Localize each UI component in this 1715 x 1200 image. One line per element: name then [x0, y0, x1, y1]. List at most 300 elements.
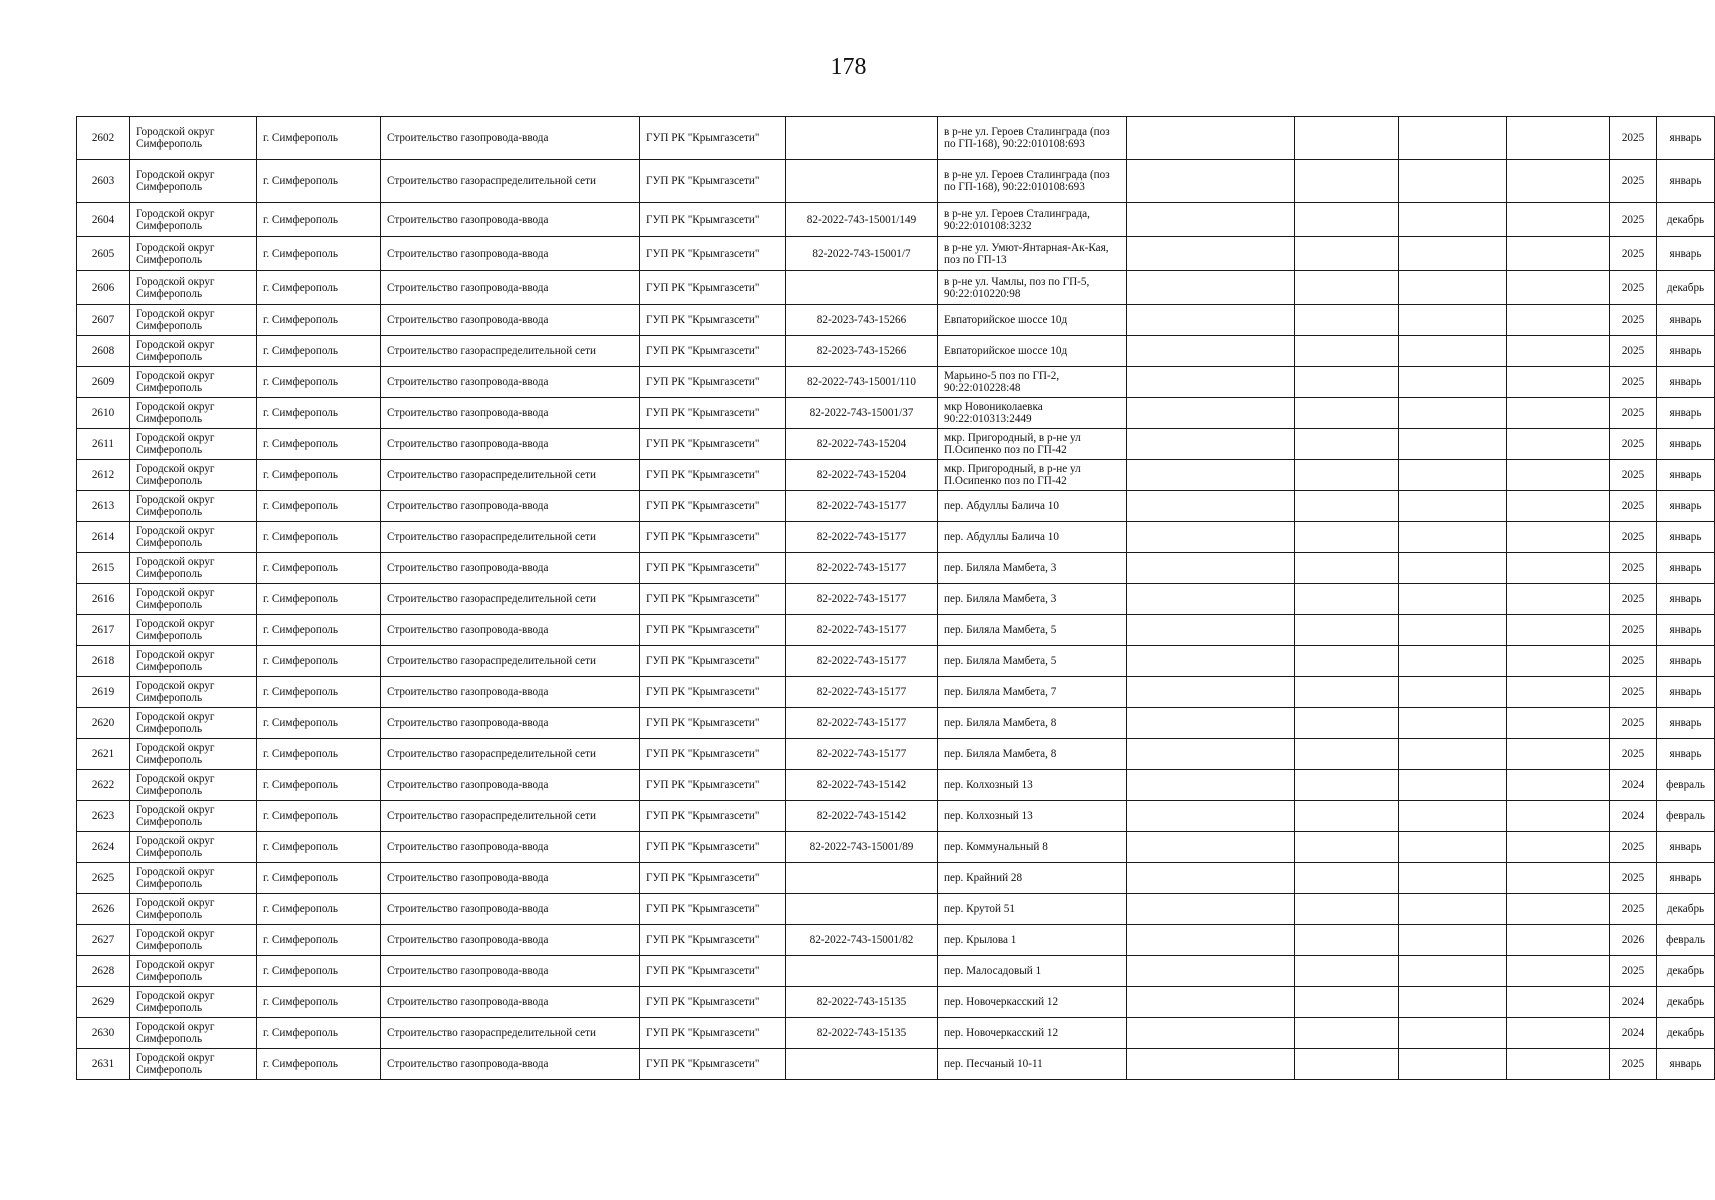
- empty-cell: [1399, 160, 1507, 203]
- empty-cell: [1127, 956, 1295, 987]
- month-cell: январь: [1657, 615, 1715, 646]
- row-number-cell: 2618: [77, 646, 130, 677]
- row-number-cell: 2606: [77, 271, 130, 305]
- empty-cell: [1295, 367, 1399, 398]
- city-cell: г. Симферополь: [257, 677, 381, 708]
- registration-number-cell: 82-2022-743-15177: [786, 522, 938, 553]
- row-number-cell: 2629: [77, 987, 130, 1018]
- empty-cell: [1507, 367, 1610, 398]
- empty-cell: [1127, 770, 1295, 801]
- empty-cell: [1295, 203, 1399, 237]
- table-row: [77, 237, 1715, 271]
- empty-cell: [1399, 367, 1507, 398]
- district-cell: Городской округ Симферополь: [130, 832, 257, 863]
- empty-cell: [1295, 646, 1399, 677]
- month-cell: январь: [1657, 708, 1715, 739]
- organization-cell: ГУП РК "Крымгазсети": [640, 553, 786, 584]
- year-cell: 2025: [1610, 429, 1657, 460]
- empty-cell: [1399, 305, 1507, 336]
- year-cell: 2025: [1610, 367, 1657, 398]
- empty-cell: [1399, 271, 1507, 305]
- address-cell: пер. Коммунальный 8: [938, 832, 1127, 863]
- row-number-cell: 2602: [77, 117, 130, 160]
- page-number: 178: [830, 54, 867, 80]
- district-cell: Городской округ Симферополь: [130, 925, 257, 956]
- district-cell: Городской округ Симферополь: [130, 739, 257, 770]
- city-cell: г. Симферополь: [257, 305, 381, 336]
- address-cell: в р-не ул. Умют-Янтарная-Ак-Кая, поз по ГП-13: [938, 237, 1127, 271]
- empty-cell: [1127, 491, 1295, 522]
- district-cell: Городской округ Симферополь: [130, 367, 257, 398]
- table-row: [77, 160, 1715, 203]
- empty-cell: [1127, 367, 1295, 398]
- month-cell: декабрь: [1657, 271, 1715, 305]
- empty-cell: [1399, 336, 1507, 367]
- empty-cell: [1295, 956, 1399, 987]
- registration-number-cell: 82-2022-743-15177: [786, 677, 938, 708]
- organization-cell: ГУП РК "Крымгазсети": [640, 894, 786, 925]
- year-cell: 2025: [1610, 305, 1657, 336]
- table-row: [77, 305, 1715, 336]
- city-cell: г. Симферополь: [257, 956, 381, 987]
- row-number-cell: 2625: [77, 863, 130, 894]
- registration-number-cell: 82-2023-743-15266: [786, 336, 938, 367]
- year-cell: 2025: [1610, 203, 1657, 237]
- organization-cell: ГУП РК "Крымгазсети": [640, 925, 786, 956]
- empty-cell: [1399, 398, 1507, 429]
- registration-number-cell: 82-2022-743-15142: [786, 801, 938, 832]
- empty-cell: [1295, 863, 1399, 894]
- district-cell: Городской округ Симферополь: [130, 460, 257, 491]
- year-cell: 2026: [1610, 925, 1657, 956]
- table-row: [77, 271, 1715, 305]
- address-cell: пер. Новочеркасский 12: [938, 987, 1127, 1018]
- year-cell: 2025: [1610, 832, 1657, 863]
- city-cell: г. Симферополь: [257, 832, 381, 863]
- year-cell: 2025: [1610, 237, 1657, 271]
- work-type-cell: Строительство газопровода-ввода: [381, 615, 640, 646]
- table-row: [77, 708, 1715, 739]
- empty-cell: [1127, 522, 1295, 553]
- empty-cell: [1507, 584, 1610, 615]
- registration-number-cell: [786, 1049, 938, 1080]
- address-cell: пер. Биляла Мамбета, 8: [938, 739, 1127, 770]
- year-cell: 2024: [1610, 770, 1657, 801]
- empty-cell: [1127, 925, 1295, 956]
- work-type-cell: Строительство газопровода-ввода: [381, 1049, 640, 1080]
- district-cell: Городской округ Симферополь: [130, 956, 257, 987]
- empty-cell: [1507, 522, 1610, 553]
- year-cell: 2025: [1610, 460, 1657, 491]
- empty-cell: [1507, 708, 1610, 739]
- city-cell: г. Симферополь: [257, 160, 381, 203]
- work-type-cell: Строительство газораспределительной сети: [381, 336, 640, 367]
- empty-cell: [1127, 987, 1295, 1018]
- empty-cell: [1507, 491, 1610, 522]
- empty-cell: [1127, 117, 1295, 160]
- registration-number-cell: 82-2022-743-15135: [786, 987, 938, 1018]
- row-number-cell: 2609: [77, 367, 130, 398]
- empty-cell: [1295, 398, 1399, 429]
- district-cell: Городской округ Симферополь: [130, 271, 257, 305]
- registration-number-cell: 82-2022-743-15135: [786, 1018, 938, 1049]
- year-cell: 2024: [1610, 987, 1657, 1018]
- city-cell: г. Симферополь: [257, 646, 381, 677]
- empty-cell: [1399, 770, 1507, 801]
- work-type-cell: Строительство газопровода-ввода: [381, 491, 640, 522]
- empty-cell: [1507, 925, 1610, 956]
- work-type-cell: Строительство газопровода-ввода: [381, 117, 640, 160]
- registration-number-cell: [786, 956, 938, 987]
- city-cell: г. Симферополь: [257, 708, 381, 739]
- empty-cell: [1127, 739, 1295, 770]
- month-cell: февраль: [1657, 770, 1715, 801]
- month-cell: февраль: [1657, 925, 1715, 956]
- work-type-cell: Строительство газопровода-ввода: [381, 770, 640, 801]
- empty-cell: [1399, 956, 1507, 987]
- empty-cell: [1127, 615, 1295, 646]
- empty-cell: [1507, 553, 1610, 584]
- empty-cell: [1295, 615, 1399, 646]
- city-cell: г. Симферополь: [257, 117, 381, 160]
- table-row: [77, 203, 1715, 237]
- empty-cell: [1127, 677, 1295, 708]
- row-number-cell: 2620: [77, 708, 130, 739]
- work-type-cell: Строительство газораспределительной сети: [381, 160, 640, 203]
- table-row: [77, 615, 1715, 646]
- empty-cell: [1295, 801, 1399, 832]
- year-cell: 2024: [1610, 801, 1657, 832]
- row-number-cell: 2615: [77, 553, 130, 584]
- row-number-cell: 2626: [77, 894, 130, 925]
- empty-cell: [1399, 801, 1507, 832]
- city-cell: г. Симферополь: [257, 237, 381, 271]
- organization-cell: ГУП РК "Крымгазсети": [640, 832, 786, 863]
- year-cell: 2025: [1610, 336, 1657, 367]
- registry-table: [76, 116, 1715, 1080]
- row-number-cell: 2628: [77, 956, 130, 987]
- empty-cell: [1507, 271, 1610, 305]
- address-cell: пер. Абдуллы Балича 10: [938, 522, 1127, 553]
- district-cell: Городской округ Симферополь: [130, 708, 257, 739]
- city-cell: г. Симферополь: [257, 584, 381, 615]
- table-row: [77, 584, 1715, 615]
- organization-cell: ГУП РК "Крымгазсети": [640, 708, 786, 739]
- registration-number-cell: [786, 894, 938, 925]
- month-cell: январь: [1657, 491, 1715, 522]
- year-cell: 2025: [1610, 1049, 1657, 1080]
- address-cell: пер. Крутой 51: [938, 894, 1127, 925]
- empty-cell: [1507, 894, 1610, 925]
- row-number-cell: 2624: [77, 832, 130, 863]
- month-cell: декабрь: [1657, 894, 1715, 925]
- empty-cell: [1127, 237, 1295, 271]
- empty-cell: [1399, 553, 1507, 584]
- organization-cell: ГУП РК "Крымгазсети": [640, 646, 786, 677]
- empty-cell: [1399, 646, 1507, 677]
- empty-cell: [1399, 491, 1507, 522]
- city-cell: г. Симферополь: [257, 925, 381, 956]
- empty-cell: [1127, 460, 1295, 491]
- work-type-cell: Строительство газопровода-ввода: [381, 429, 640, 460]
- work-type-cell: Строительство газораспределительной сети: [381, 801, 640, 832]
- empty-cell: [1399, 987, 1507, 1018]
- row-number-cell: 2623: [77, 801, 130, 832]
- empty-cell: [1295, 522, 1399, 553]
- registration-number-cell: [786, 271, 938, 305]
- table-row: [77, 117, 1715, 160]
- address-cell: в р-не ул. Героев Сталинграда, 90:22:010108:3232: [938, 203, 1127, 237]
- empty-cell: [1507, 460, 1610, 491]
- registration-number-cell: 82-2022-743-15177: [786, 553, 938, 584]
- empty-cell: [1295, 117, 1399, 160]
- work-type-cell: Строительство газопровода-ввода: [381, 894, 640, 925]
- empty-cell: [1507, 237, 1610, 271]
- table-row: [77, 522, 1715, 553]
- empty-cell: [1507, 956, 1610, 987]
- month-cell: январь: [1657, 160, 1715, 203]
- city-cell: г. Симферополь: [257, 336, 381, 367]
- work-type-cell: Строительство газопровода-ввода: [381, 832, 640, 863]
- registration-number-cell: 82-2022-743-15177: [786, 584, 938, 615]
- city-cell: г. Симферополь: [257, 429, 381, 460]
- work-type-cell: Строительство газопровода-ввода: [381, 237, 640, 271]
- year-cell: 2025: [1610, 491, 1657, 522]
- empty-cell: [1507, 770, 1610, 801]
- empty-cell: [1295, 894, 1399, 925]
- organization-cell: ГУП РК "Крымгазсети": [640, 584, 786, 615]
- district-cell: Городской округ Симферополь: [130, 398, 257, 429]
- registration-number-cell: 82-2023-743-15266: [786, 305, 938, 336]
- work-type-cell: Строительство газопровода-ввода: [381, 956, 640, 987]
- empty-cell: [1507, 1018, 1610, 1049]
- month-cell: февраль: [1657, 801, 1715, 832]
- empty-cell: [1127, 203, 1295, 237]
- district-cell: Городской округ Симферополь: [130, 491, 257, 522]
- registration-number-cell: 82-2022-743-15177: [786, 739, 938, 770]
- year-cell: 2025: [1610, 160, 1657, 203]
- month-cell: январь: [1657, 522, 1715, 553]
- empty-cell: [1399, 460, 1507, 491]
- organization-cell: ГУП РК "Крымгазсети": [640, 987, 786, 1018]
- empty-cell: [1295, 460, 1399, 491]
- empty-cell: [1127, 398, 1295, 429]
- empty-cell: [1127, 708, 1295, 739]
- month-cell: январь: [1657, 677, 1715, 708]
- month-cell: январь: [1657, 739, 1715, 770]
- address-cell: Евпаторийское шоссе 10д: [938, 336, 1127, 367]
- work-type-cell: Строительство газопровода-ввода: [381, 708, 640, 739]
- year-cell: 2025: [1610, 615, 1657, 646]
- district-cell: Городской округ Симферополь: [130, 522, 257, 553]
- organization-cell: ГУП РК "Крымгазсети": [640, 801, 786, 832]
- work-type-cell: Строительство газораспределительной сети: [381, 1018, 640, 1049]
- table-row: [77, 1049, 1715, 1080]
- empty-cell: [1295, 160, 1399, 203]
- empty-cell: [1127, 646, 1295, 677]
- row-number-cell: 2611: [77, 429, 130, 460]
- row-number-cell: 2619: [77, 677, 130, 708]
- address-cell: в р-не ул. Героев Сталинграда (поз по ГП-168), 90:22:010108:693: [938, 160, 1127, 203]
- organization-cell: ГУП РК "Крымгазсети": [640, 203, 786, 237]
- district-cell: Городской округ Симферополь: [130, 801, 257, 832]
- registration-number-cell: 82-2022-743-15001/7: [786, 237, 938, 271]
- city-cell: г. Симферополь: [257, 271, 381, 305]
- empty-cell: [1127, 801, 1295, 832]
- empty-cell: [1295, 1049, 1399, 1080]
- registry-body: [77, 117, 1715, 1080]
- table-row: [77, 336, 1715, 367]
- city-cell: г. Симферополь: [257, 615, 381, 646]
- district-cell: Городской округ Симферополь: [130, 987, 257, 1018]
- empty-cell: [1295, 925, 1399, 956]
- empty-cell: [1127, 1018, 1295, 1049]
- city-cell: г. Симферополь: [257, 460, 381, 491]
- work-type-cell: Строительство газопровода-ввода: [381, 398, 640, 429]
- row-number-cell: 2610: [77, 398, 130, 429]
- district-cell: Городской округ Симферополь: [130, 646, 257, 677]
- empty-cell: [1399, 1018, 1507, 1049]
- city-cell: г. Симферополь: [257, 894, 381, 925]
- registration-number-cell: 82-2022-743-15001/82: [786, 925, 938, 956]
- year-cell: 2025: [1610, 894, 1657, 925]
- empty-cell: [1399, 925, 1507, 956]
- address-cell: пер. Биляла Мамбета, 8: [938, 708, 1127, 739]
- registration-number-cell: [786, 160, 938, 203]
- city-cell: г. Симферополь: [257, 863, 381, 894]
- empty-cell: [1295, 584, 1399, 615]
- address-cell: пер. Крайний 28: [938, 863, 1127, 894]
- city-cell: г. Симферополь: [257, 1049, 381, 1080]
- city-cell: г. Симферополь: [257, 522, 381, 553]
- registration-number-cell: 82-2022-743-15204: [786, 460, 938, 491]
- work-type-cell: Строительство газораспределительной сети: [381, 646, 640, 677]
- work-type-cell: Строительство газопровода-ввода: [381, 305, 640, 336]
- organization-cell: ГУП РК "Крымгазсети": [640, 956, 786, 987]
- table-row: [77, 863, 1715, 894]
- district-cell: Городской округ Симферополь: [130, 894, 257, 925]
- district-cell: Городской округ Симферополь: [130, 863, 257, 894]
- work-type-cell: Строительство газораспределительной сети: [381, 460, 640, 491]
- empty-cell: [1127, 584, 1295, 615]
- empty-cell: [1507, 117, 1610, 160]
- year-cell: 2025: [1610, 117, 1657, 160]
- district-cell: Городской округ Симферополь: [130, 203, 257, 237]
- month-cell: январь: [1657, 646, 1715, 677]
- registration-number-cell: [786, 863, 938, 894]
- city-cell: г. Симферополь: [257, 367, 381, 398]
- district-cell: Городской округ Симферополь: [130, 770, 257, 801]
- work-type-cell: Строительство газопровода-ввода: [381, 987, 640, 1018]
- address-cell: мкр Новониколаевка 90:22:010313:2449: [938, 398, 1127, 429]
- address-cell: пер. Крылова 1: [938, 925, 1127, 956]
- empty-cell: [1399, 739, 1507, 770]
- empty-cell: [1507, 429, 1610, 460]
- organization-cell: ГУП РК "Крымгазсети": [640, 1049, 786, 1080]
- city-cell: г. Симферополь: [257, 398, 381, 429]
- city-cell: г. Симферополь: [257, 553, 381, 584]
- empty-cell: [1295, 553, 1399, 584]
- empty-cell: [1295, 708, 1399, 739]
- district-cell: Городской округ Симферополь: [130, 1018, 257, 1049]
- table-row: [77, 739, 1715, 770]
- organization-cell: ГУП РК "Крымгазсети": [640, 160, 786, 203]
- city-cell: г. Симферополь: [257, 1018, 381, 1049]
- city-cell: г. Симферополь: [257, 203, 381, 237]
- empty-cell: [1127, 160, 1295, 203]
- address-cell: пер. Колхозный 13: [938, 801, 1127, 832]
- month-cell: январь: [1657, 1049, 1715, 1080]
- month-cell: январь: [1657, 584, 1715, 615]
- table-row: [77, 398, 1715, 429]
- year-cell: 2025: [1610, 398, 1657, 429]
- organization-cell: ГУП РК "Крымгазсети": [640, 271, 786, 305]
- row-number-cell: 2614: [77, 522, 130, 553]
- table-row: [77, 646, 1715, 677]
- table-row: [77, 770, 1715, 801]
- month-cell: декабрь: [1657, 1018, 1715, 1049]
- table-row: [77, 832, 1715, 863]
- year-cell: 2025: [1610, 646, 1657, 677]
- table-row: [77, 429, 1715, 460]
- empty-cell: [1507, 801, 1610, 832]
- work-type-cell: Строительство газопровода-ввода: [381, 677, 640, 708]
- empty-cell: [1127, 429, 1295, 460]
- city-cell: г. Симферополь: [257, 770, 381, 801]
- organization-cell: ГУП РК "Крымгазсети": [640, 398, 786, 429]
- year-cell: 2024: [1610, 1018, 1657, 1049]
- table-row: [77, 1018, 1715, 1049]
- empty-cell: [1399, 894, 1507, 925]
- month-cell: январь: [1657, 336, 1715, 367]
- registration-number-cell: 82-2022-743-15204: [786, 429, 938, 460]
- row-number-cell: 2612: [77, 460, 130, 491]
- row-number-cell: 2627: [77, 925, 130, 956]
- month-cell: январь: [1657, 305, 1715, 336]
- work-type-cell: Строительство газопровода-ввода: [381, 203, 640, 237]
- empty-cell: [1507, 615, 1610, 646]
- registration-number-cell: 82-2022-743-15001/149: [786, 203, 938, 237]
- empty-cell: [1399, 832, 1507, 863]
- organization-cell: ГУП РК "Крымгазсети": [640, 522, 786, 553]
- district-cell: Городской округ Симферополь: [130, 305, 257, 336]
- organization-cell: ГУП РК "Крымгазсети": [640, 429, 786, 460]
- district-cell: Городской округ Симферополь: [130, 237, 257, 271]
- year-cell: 2025: [1610, 553, 1657, 584]
- organization-cell: ГУП РК "Крымгазсети": [640, 336, 786, 367]
- work-type-cell: Строительство газопровода-ввода: [381, 925, 640, 956]
- table-row: [77, 491, 1715, 522]
- empty-cell: [1399, 522, 1507, 553]
- table-row: [77, 553, 1715, 584]
- city-cell: г. Симферополь: [257, 801, 381, 832]
- empty-cell: [1399, 677, 1507, 708]
- address-cell: в р-не ул. Героев Сталинграда (поз по ГП-168), 90:22:010108:693: [938, 117, 1127, 160]
- district-cell: Городской округ Симферополь: [130, 553, 257, 584]
- table-row: [77, 987, 1715, 1018]
- address-cell: пер. Биляла Мамбета, 3: [938, 553, 1127, 584]
- year-cell: 2025: [1610, 708, 1657, 739]
- address-cell: пер. Биляла Мамбета, 5: [938, 646, 1127, 677]
- address-cell: пер. Малосадовый 1: [938, 956, 1127, 987]
- work-type-cell: Строительство газопровода-ввода: [381, 367, 640, 398]
- month-cell: январь: [1657, 398, 1715, 429]
- work-type-cell: Строительство газопровода-ввода: [381, 271, 640, 305]
- empty-cell: [1507, 863, 1610, 894]
- month-cell: январь: [1657, 429, 1715, 460]
- empty-cell: [1399, 117, 1507, 160]
- year-cell: 2025: [1610, 677, 1657, 708]
